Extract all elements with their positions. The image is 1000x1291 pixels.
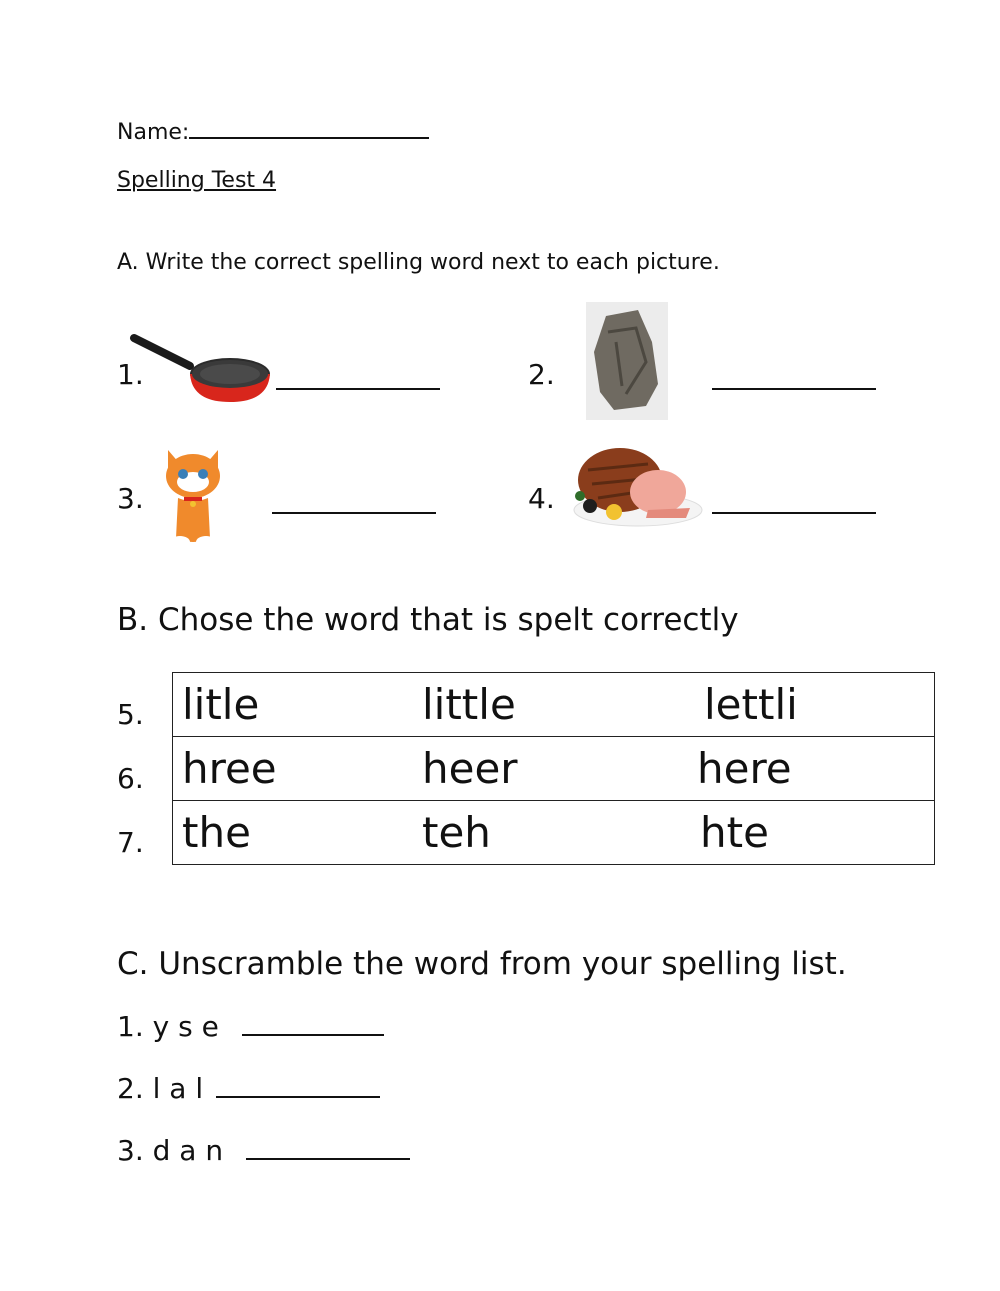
word-choice-table	[172, 672, 935, 865]
unscramble-answer-blank[interactable]	[246, 1158, 410, 1160]
unscramble-prompt: 1. y s e	[117, 1010, 219, 1043]
item-4-answer-blank[interactable]	[712, 482, 876, 514]
ham-icon	[568, 440, 704, 530]
word-option[interactable]: teh	[422, 801, 692, 865]
row-6-number: 6.	[117, 762, 144, 795]
item-4-number: 4.	[528, 482, 555, 515]
table-row	[173, 737, 935, 801]
table-row	[173, 801, 935, 865]
word-option[interactable]: hte	[692, 801, 935, 865]
name-blank[interactable]	[189, 137, 429, 139]
item-1-answer-blank[interactable]	[276, 358, 440, 390]
word-option[interactable]: lettli	[692, 673, 935, 737]
rag-cloth-icon	[586, 302, 668, 420]
frying-pan-icon	[130, 330, 272, 406]
item-3-answer-blank[interactable]	[272, 482, 436, 514]
word-option[interactable]: heer	[422, 737, 692, 801]
item-2-number: 2.	[528, 358, 555, 391]
unscramble-prompt: 3. d a n	[117, 1134, 224, 1167]
word-option[interactable]: here	[692, 737, 935, 801]
row-7-number: 7.	[117, 826, 144, 859]
unscramble-item-3	[117, 1134, 410, 1167]
unscramble-prompt: 2. l a l	[117, 1072, 204, 1105]
kitten-icon	[160, 442, 226, 552]
word-option[interactable]: litle	[173, 673, 423, 737]
section-b-instruction: B. Chose the word that is spelt correctly	[117, 602, 739, 638]
test-title: Spelling Test 4	[117, 168, 277, 193]
row-5-number: 5.	[117, 698, 144, 731]
name-label: Name:	[117, 120, 190, 145]
word-option[interactable]: the	[173, 801, 423, 865]
table-row	[173, 673, 935, 737]
name-line	[117, 120, 429, 145]
unscramble-item-2	[117, 1072, 380, 1105]
item-3-number: 3.	[117, 482, 144, 515]
unscramble-answer-blank[interactable]	[216, 1096, 380, 1098]
word-option[interactable]: hree	[173, 737, 423, 801]
section-c-instruction: C. Unscramble the word from your spelling list.	[117, 946, 847, 982]
item-1-number: 1.	[117, 358, 144, 391]
word-option[interactable]: little	[422, 673, 692, 737]
item-2-answer-blank[interactable]	[712, 358, 876, 390]
unscramble-answer-blank[interactable]	[242, 1034, 384, 1036]
section-a-instruction: A. Write the correct spelling word next to each picture.	[117, 250, 720, 275]
unscramble-item-1	[117, 1010, 384, 1043]
